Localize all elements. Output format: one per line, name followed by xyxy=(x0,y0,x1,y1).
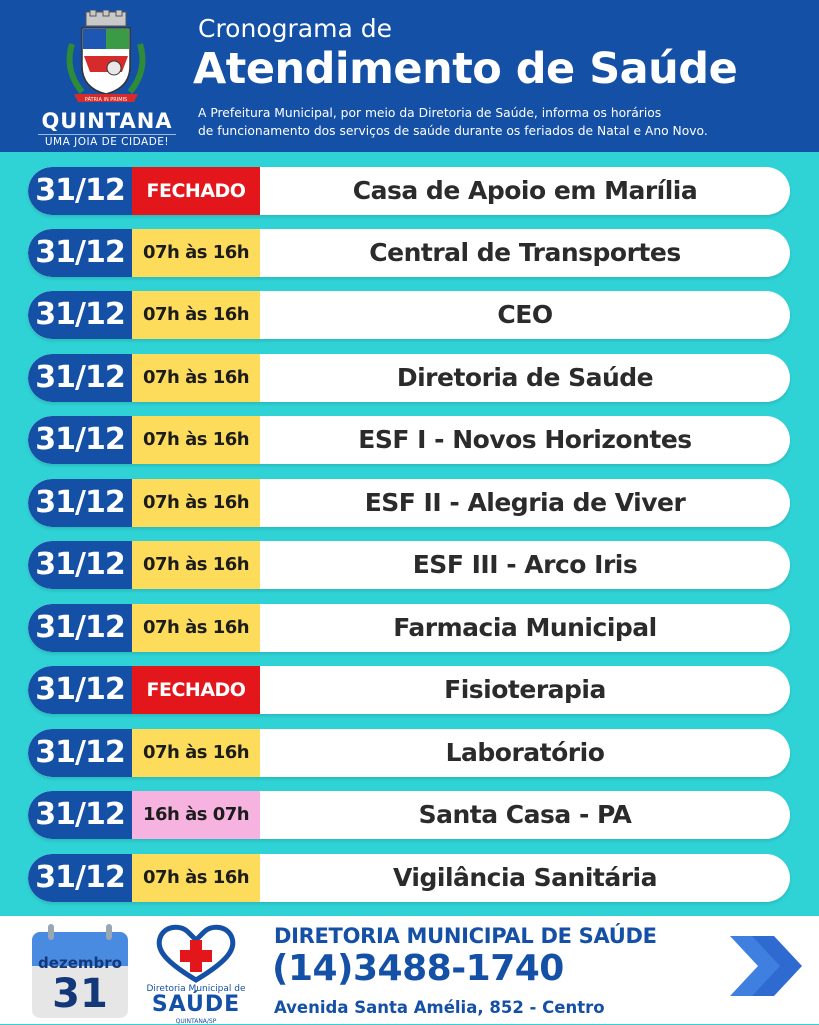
city-slogan: UMA JOIA DE CIDADE! xyxy=(38,134,176,148)
row-date: 31/12 xyxy=(28,791,132,839)
row-date: 31/12 xyxy=(28,416,132,464)
page-title: Atendimento de Saúde xyxy=(193,44,738,94)
schedule-row xyxy=(28,354,790,402)
row-service-name: Central de Transportes xyxy=(369,238,681,267)
calendar-month: dezembro xyxy=(38,954,122,972)
intro-line-2: de funcionamento dos serviços de saúde durante os feriados de Natal e Ano Novo. xyxy=(198,124,708,138)
row-service-name: Fisioterapia xyxy=(444,675,606,704)
row-date: 31/12 xyxy=(28,167,132,215)
page-subtitle: Cronograma de xyxy=(198,14,392,43)
row-service-name: ESF III - Arco Iris xyxy=(412,550,638,579)
calendar-icon xyxy=(32,922,128,1018)
logo-wordmark: SAÚDE xyxy=(151,992,241,1017)
city-crest-icon xyxy=(62,10,150,106)
row-service-name: Vigilância Sanitária xyxy=(393,863,657,892)
row-service-name: ESF I - Novos Horizontes xyxy=(358,425,692,454)
phone-number: (14)3488-1740 xyxy=(272,948,564,989)
row-date: 31/12 xyxy=(28,729,132,777)
row-date: 31/12 xyxy=(28,854,132,902)
schedule-row xyxy=(28,604,790,652)
schedule-row xyxy=(28,479,790,527)
address: Avenida Santa Amélia, 852 - Centro xyxy=(274,998,605,1017)
row-status: 07h às 16h xyxy=(132,416,260,464)
row-status: 07h às 16h xyxy=(132,291,260,339)
row-status: FECHADO xyxy=(132,666,260,714)
row-service-name: CEO xyxy=(497,300,553,329)
row-status: 07h às 16h xyxy=(132,229,260,277)
row-service-name: Farmacia Municipal xyxy=(393,613,657,642)
row-status: 16h às 07h xyxy=(132,791,260,839)
row-date: 31/12 xyxy=(28,666,132,714)
row-date: 31/12 xyxy=(28,604,132,652)
intro-line-1: A Prefeitura Municipal, por meio da Diretoria de Saúde, informa os horários xyxy=(198,106,662,120)
logo-subcaption: QUINTANA/SP xyxy=(175,1018,217,1025)
row-date: 31/12 xyxy=(28,291,132,339)
row-status: 07h às 16h xyxy=(132,854,260,902)
row-service-name: Santa Casa - PA xyxy=(418,800,632,829)
schedule-row xyxy=(28,541,790,589)
intro-text xyxy=(198,104,798,140)
svg-text:PÁTRIA IN PRIMIS: PÁTRIA IN PRIMIS xyxy=(84,97,128,103)
schedule-row xyxy=(28,291,790,339)
health-heart-cross-icon xyxy=(146,922,246,986)
double-chevron-right-icon[interactable] xyxy=(722,924,808,1008)
header-banner xyxy=(0,0,819,152)
city-name: QUINTANA xyxy=(41,109,173,133)
calendar-ring xyxy=(106,924,112,940)
calendar-day: 31 xyxy=(52,971,108,1017)
row-service-name: Casa de Apoio em Marília xyxy=(352,176,698,205)
schedule-row xyxy=(28,229,790,277)
row-service-name: Laboratório xyxy=(445,738,605,767)
row-service-name: Diretoria de Saúde xyxy=(396,363,654,392)
health-department-logo xyxy=(146,922,246,1025)
row-status: 07h às 16h xyxy=(132,541,260,589)
footer xyxy=(0,916,819,1024)
schedule-row xyxy=(28,854,790,902)
row-status: 07h às 16h xyxy=(132,604,260,652)
schedule-row xyxy=(28,666,790,714)
calendar-ring xyxy=(48,924,54,940)
row-status: 07h às 16h xyxy=(132,729,260,777)
row-date: 31/12 xyxy=(28,541,132,589)
department-name: DIRETORIA MUNICIPAL DE SAÚDE xyxy=(274,924,657,948)
row-status: FECHADO xyxy=(132,167,260,215)
schedule-row xyxy=(28,791,790,839)
row-service-name: ESF II - Alegria de Viver xyxy=(364,488,686,517)
row-date: 31/12 xyxy=(28,354,132,402)
schedule-row xyxy=(28,167,790,215)
row-status: 07h às 16h xyxy=(132,354,260,402)
schedule-row xyxy=(28,729,790,777)
logo-caption: Diretoria Municipal de xyxy=(146,984,246,994)
schedule-row xyxy=(28,416,790,464)
row-date: 31/12 xyxy=(28,479,132,527)
row-date: 31/12 xyxy=(28,229,132,277)
row-status: 07h às 16h xyxy=(132,479,260,527)
